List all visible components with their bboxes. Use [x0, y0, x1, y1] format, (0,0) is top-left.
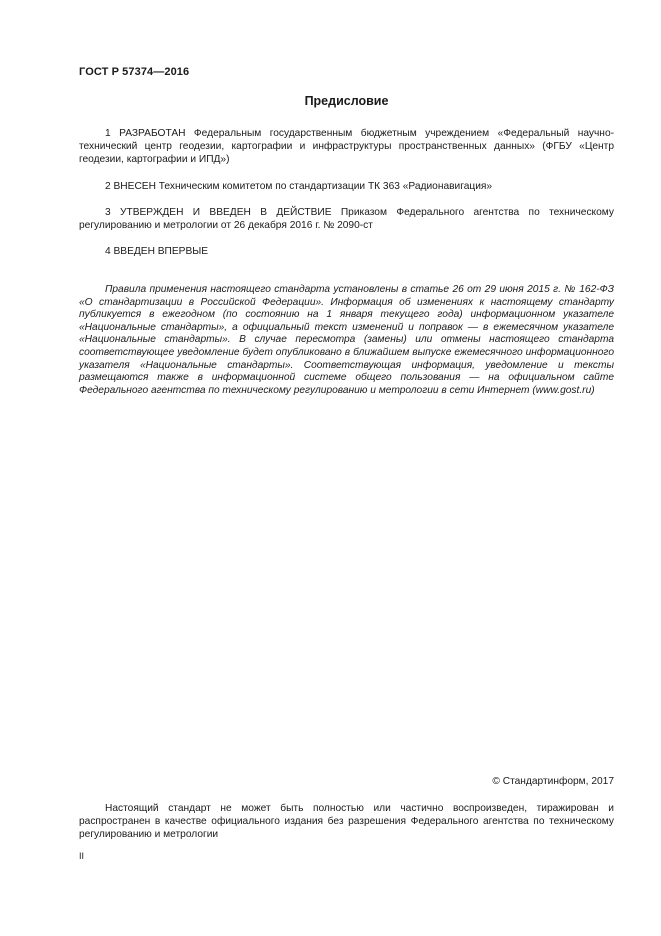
reproduction-notice: Настоящий стандарт не может быть полностью или частично воспроизведен, тиражирован и распространен в качестве официального издания без разрешения Федерального агентства по техническому регулированию и метрологии	[79, 803, 614, 840]
page-title: Предисловие	[304, 94, 389, 108]
copyright: © Стандартинформ, 2017	[492, 776, 614, 787]
page-number: II	[79, 851, 85, 861]
paragraph-submitted: 2 ВНЕСЕН Техническим комитетом по стандартизации ТК 363 «Радионавигация»	[105, 181, 493, 192]
paragraph-approved: 3 УТВЕРЖДЕН И ВВЕДЕН В ДЕЙСТВИЕ Приказом Федерального агентства по техническому регулированию и метрологии от 26 декабря 2016 г. № 2090-ст	[79, 207, 614, 231]
paragraph-introduced: 4 ВВЕДЕН ВПЕРВЫЕ	[105, 246, 209, 257]
paragraph-developed: 1 РАЗРАБОТАН Федеральным государственным бюджетным учреждением «Федеральный научно-технический центр геодезии, картографии и инфраструктуры пространственных данных» (ФГБУ «Центр геодезии, картографии и ИПД»)	[79, 128, 614, 165]
rules-note: Правила применения настоящего стандарта установлены в статье 26 от 29 июня 2015 г. № 162-ФЗ «О стандартизации в Российской Федерации». Информация об изменениях к настоящему стандарту публикуется в ежегодном (по состоянию на 1 января текущего года) информационном указателе «Национальные стандарты», а официальный текст изменений и поправок — в ежемесячном указателе «Национальные стандарты». В случае пересмотра (замены) или отмены настоящего стандарта соответствующее уведомление будет опубликовано в ближайшем выпуске ежемесячного информационного указателя «Национальные стандарты». Соответствующая информация, уведомление и тексты размещаются также в информационной системе общего пользования — на официальном сайте Федерального агентства по техническому регулированию и метрологии в сети Интернет (www.gost.ru)	[79, 284, 614, 396]
standard-number: ГОСТ Р 57374—2016	[79, 66, 190, 78]
